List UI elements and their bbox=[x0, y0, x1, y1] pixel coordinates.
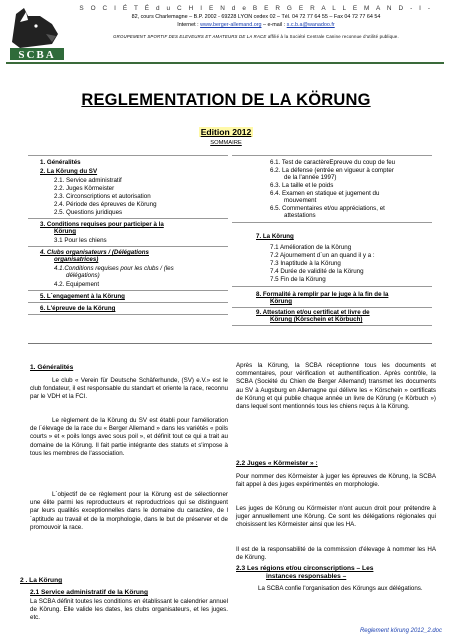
paragraph: Pour nommer des Körmeister à juger les épreuves de Körung, la SCBA fait appel à des juges expérimentés en morphologie. bbox=[236, 473, 436, 489]
paragraph: Les juges de Körung ou Körmeister n'ont aucun droit pour prétendre à juger annuellement une Körung. Ce sont les délégations régionales qui choisissent les Körmeister ainsi que les HA. bbox=[236, 505, 436, 529]
toc-item-cont: Körung (Körschein et Körbuch) bbox=[270, 316, 363, 323]
edition-label: Edition 2012 bbox=[200, 127, 252, 137]
toc-subitem[interactable]: 2.1. Service administratif bbox=[54, 177, 122, 184]
section-heading: 2 . La Körung bbox=[20, 577, 63, 584]
subsection-heading-cont: instances responsables – bbox=[266, 573, 347, 580]
toc-subitem[interactable]: 2.2. Juges Körmeister bbox=[54, 185, 115, 192]
footer-filename: Reglement körung 2012_2.doc bbox=[359, 628, 442, 634]
paragraph: La SCBA confie l'organisation des Körungs aux délégations. bbox=[258, 585, 423, 592]
toc-subitem[interactable]: 2.5. Questions juridiques bbox=[54, 209, 123, 216]
subsection-heading: 2.1 Service administratif de la Körung bbox=[30, 589, 148, 596]
toc-subitem[interactable]: 7.2 Ajournement d´un an quand il y a : bbox=[270, 252, 375, 259]
toc-subitem[interactable]: 4.1.Conditions requises pour les clubs / (les bbox=[54, 265, 174, 272]
paragraph: L´objectif de ce règlement pour la Körung est de sélectionner une élite parmi les reproducteurs et reproductrices qui se distinguent par leurs qualités exceptionnelles dans le domaine du caractère, de l´aptitude au travail et de la morphologie, dans le but de préserver et de promouvoir la race. bbox=[30, 491, 228, 531]
toc-item[interactable]: 5. L´engagement à la Körung bbox=[40, 293, 125, 300]
toc-subitem[interactable]: 7.1 Amélioration de la Körung bbox=[270, 244, 352, 251]
section-heading: 1. Généralités bbox=[30, 364, 74, 371]
toc-subitem[interactable]: 7.5 Fin de la Körung bbox=[270, 276, 326, 283]
toc-subitem[interactable]: 7.4 Durée de validité de la Körung bbox=[270, 268, 364, 275]
toc-subitem[interactable]: 2.3. Circonscriptions et autorisation bbox=[54, 193, 151, 200]
toc-item-cont: Körung bbox=[270, 298, 292, 305]
website-link[interactable]: www.berger-allemand.org bbox=[200, 22, 262, 28]
section-divider bbox=[28, 343, 432, 344]
toc-subitem[interactable]: 4.2. Equipement bbox=[54, 281, 100, 288]
toc-subitem[interactable]: 6.5. Commentaires et/ou appréciations, et bbox=[270, 205, 385, 212]
sommaire-heading: SOMMAIRE bbox=[210, 140, 242, 146]
toc-item[interactable]: 4. Clubs organisateurs / (Délégations bbox=[40, 249, 149, 256]
svg-text:SCBA: SCBA bbox=[18, 49, 56, 61]
toc-item[interactable]: 2. La Körung du SV bbox=[40, 168, 98, 175]
scba-logo bbox=[6, 4, 68, 62]
toc-item[interactable]: 6. L'épreuve de la Körung bbox=[40, 305, 116, 312]
paragraph: La SCBA définit toutes les conditions en établissant le calendrier annuel de Körung. Elle valide les dates, les clubs organisateurs, et les juges. etc. bbox=[30, 598, 228, 622]
toc-subitem-cont: mouvement bbox=[284, 197, 317, 204]
toc-item[interactable]: 8. Formalité à remplir par le juge à la fin de la bbox=[256, 291, 389, 298]
toc-subitem[interactable]: 3.1 Pour les chiens bbox=[54, 237, 107, 244]
paragraph: Le règlement de la Körung du SV est établi pour l'amélioration de l´élevage de la race du « Berger Allemand » dans les variétés « poils courts » et « poils longs avec sous poil », et définit tout ce qui a trait au domaine de la Körung. Il fait partie intégrante des statuts et s'impose à tous les membres de l'association. bbox=[30, 417, 228, 457]
subsection-heading: 2.3 Les régions et/ou circonscriptions – Les bbox=[236, 565, 374, 572]
paragraph: Il est de la responsabilité de la commission d'élevage à nommer les HA de Körung. bbox=[236, 546, 436, 562]
toc-subitem[interactable]: 6.2. La défense (entrée en vigueur à compter bbox=[270, 167, 394, 174]
org-address: 82, cours Charlemagne – B.P. 2002 - 69228 LYON cedex 02 – Tél. 04 72 77 64 55 – Fax 04 72 77 64 54 bbox=[131, 14, 381, 20]
toc-subitem[interactable]: 6.1. Test de caractèreEpreuve du coup de feu bbox=[270, 159, 396, 166]
org-title: S O C I É T É d u C H I E N d e B E R G E R A L L E M A N D - I - bbox=[79, 5, 433, 12]
toc-item[interactable]: 3. Conditions requises pour participer à la bbox=[40, 221, 164, 228]
toc-subitem[interactable]: 2.4. Période des épreuves de Körung bbox=[54, 201, 157, 208]
paragraph: Après la Körung, la SCBA réceptionne tous les documents et commentaires, pour vérification et authentification. Après contrôle, la SCBA (Société du Chien de Berger Allemand) transmet les documents au SV à Augsburg en Allemagne qui délivre les « Körschein » certificats de Körung et qui publie chaque année un livre de Körung (« Körbuch ») dans lequel sont mentionnés tous les chiens reçus à la Körung. bbox=[236, 362, 436, 411]
subsection-heading: 2.2 Juges « Körmeister » : bbox=[236, 460, 318, 467]
toc-subitem[interactable]: 6.3. La taille et le poids bbox=[270, 182, 334, 189]
header-divider bbox=[6, 62, 444, 64]
toc-rule bbox=[28, 155, 228, 156]
org-affiliation: GROUPEMENT SPORTIF DES ELEVEURS ET AMATEURS DE LA RACE affilié à la Société Centrale Canine reconnue d'utilité publique. bbox=[113, 34, 399, 39]
toc-item[interactable]: 7. La Körung bbox=[256, 233, 294, 240]
org-contact: Internet : www.berger-allemand.org – e-mail : s.c.b.a@wanadoo.fr bbox=[177, 22, 335, 28]
toc-item[interactable]: 9. Attestation et/ou certificat et livre de bbox=[256, 309, 370, 316]
toc-item-cont: organisatrices) bbox=[54, 256, 99, 263]
paragraph: Le club « Verein für Deutsche Schäferhunde, (SV) e.V.» est le club fondateur, il est responsable du standart et oriente la race, reconnu par le VDH et la FCI. bbox=[30, 377, 228, 401]
toc-subitem[interactable]: 7.3 Inaptitude à la Körung bbox=[270, 260, 341, 267]
toc-item-cont: Körung bbox=[54, 228, 76, 235]
email-link[interactable]: s.c.b.a@wanadoo.fr bbox=[286, 22, 335, 28]
toc-item[interactable]: 1. Généralités bbox=[40, 159, 81, 166]
toc-subitem-cont: de la l'année 1997) bbox=[284, 174, 337, 181]
toc-subitem[interactable]: 6.4. Examen en statique et jugement du bbox=[270, 190, 380, 197]
toc-subitem-cont: délégations) bbox=[66, 272, 100, 279]
toc-subitem-cont: attestations bbox=[284, 212, 316, 219]
page-title: REGLEMENTATION DE LA KÖRUNG bbox=[81, 91, 371, 109]
